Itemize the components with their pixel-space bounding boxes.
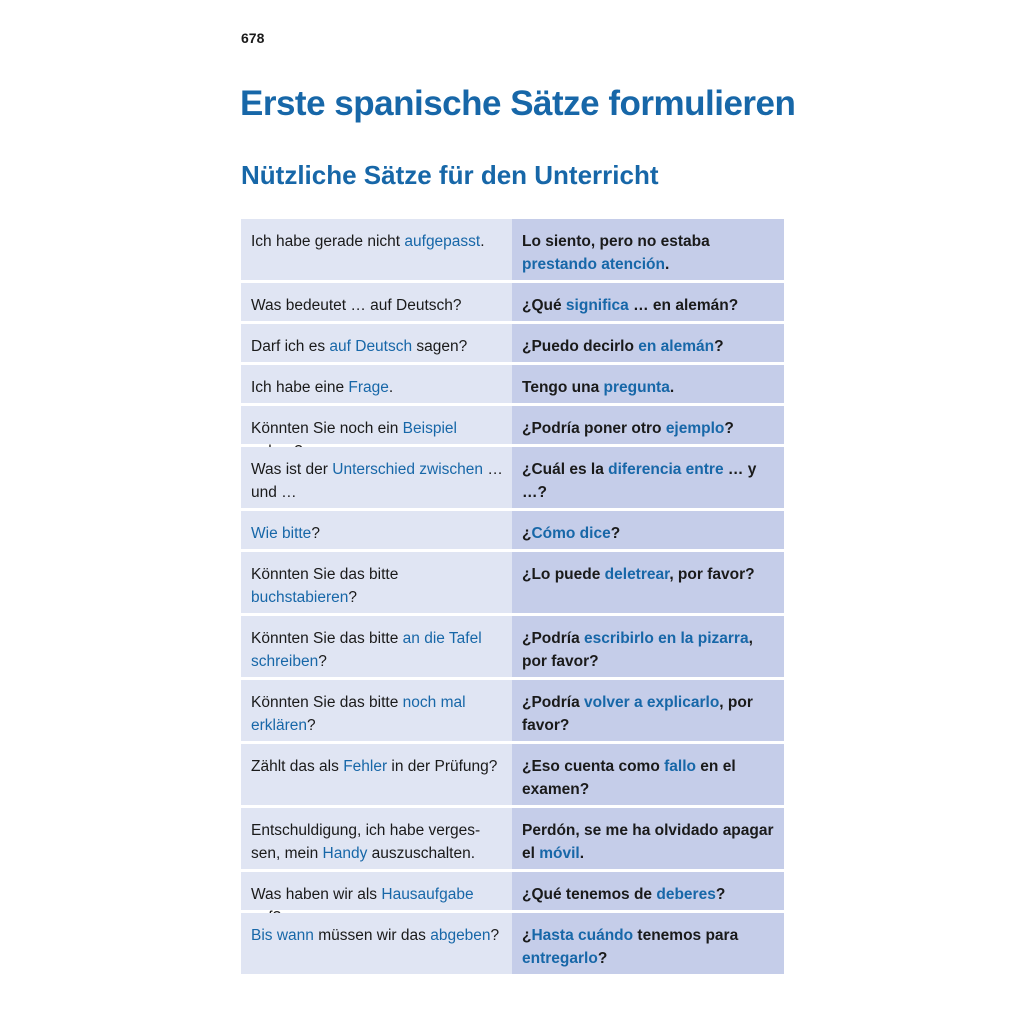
german-phrase bbox=[241, 616, 512, 677]
phrase-text: tenemos para bbox=[633, 927, 739, 944]
table-row bbox=[241, 808, 784, 869]
spanish-phrase bbox=[512, 365, 784, 403]
phrase-text: ¿Podría poner otro bbox=[522, 420, 666, 437]
phrase-text: Was haben wir als bbox=[251, 886, 382, 903]
phrase-text: ¿Cuál es la bbox=[522, 461, 609, 478]
table-row bbox=[241, 552, 784, 613]
table-row bbox=[241, 406, 784, 444]
table-row bbox=[241, 680, 784, 741]
spanish-phrase bbox=[512, 616, 784, 677]
highlighted-term: fallo bbox=[664, 758, 696, 775]
highlighted-term: Handy bbox=[322, 845, 368, 862]
phrase-text: Ich habe gerade nicht bbox=[251, 233, 405, 250]
highlighted-term: abgeben bbox=[430, 927, 491, 944]
phrase-text: ? bbox=[715, 886, 726, 903]
highlighted-term: prestando atención bbox=[522, 256, 665, 273]
page-number: 678 bbox=[241, 30, 265, 46]
phrase-text: , por favor? bbox=[669, 566, 755, 583]
highlighted-term: Hausaufgabe bbox=[381, 886, 474, 903]
highlighted-term: entregarlo bbox=[522, 950, 598, 967]
highlighted-term: auf Deutsch bbox=[329, 338, 413, 355]
german-phrase bbox=[241, 324, 512, 362]
phrase-text: ? bbox=[311, 525, 320, 542]
spanish-phrase bbox=[512, 283, 784, 321]
phrase-text: . bbox=[579, 845, 585, 862]
spanish-phrase bbox=[512, 744, 784, 805]
german-phrase bbox=[241, 283, 512, 321]
phrase-text: Könnten Sie das bitte bbox=[251, 566, 399, 583]
highlighted-term: Cómo dice bbox=[531, 525, 611, 542]
table-row bbox=[241, 447, 784, 508]
spanish-phrase bbox=[512, 808, 784, 869]
german-phrase bbox=[241, 744, 512, 805]
phrase-text: ¿Lo puede bbox=[522, 566, 605, 583]
phrase-text: . bbox=[664, 256, 670, 273]
phrase-text: ? bbox=[348, 589, 357, 606]
highlighted-term: an die Tafel schreiben bbox=[251, 630, 482, 670]
phrase-text: Lo siento, pero no estaba bbox=[522, 233, 710, 250]
highlighted-term: deletrear bbox=[604, 566, 670, 583]
highlighted-term: aufgepasst bbox=[404, 233, 481, 250]
phrase-text: ¿Eso cuenta como bbox=[522, 758, 665, 775]
phrase-text: ¿ bbox=[522, 927, 532, 944]
spanish-phrase bbox=[512, 872, 784, 910]
phrase-text: . bbox=[669, 379, 675, 396]
highlighted-term: Beispiel bbox=[402, 420, 457, 437]
phrase-text: , por favor? bbox=[522, 694, 753, 734]
german-phrase bbox=[241, 680, 512, 741]
table-row bbox=[241, 872, 784, 910]
table-row bbox=[241, 365, 784, 403]
phrase-text: . bbox=[480, 233, 485, 250]
phrase-text: Tengo una bbox=[522, 379, 604, 396]
german-phrase bbox=[241, 808, 512, 869]
phrase-text: ¿ bbox=[522, 525, 532, 542]
highlighted-term: en alemán bbox=[638, 338, 715, 355]
german-phrase bbox=[241, 365, 512, 403]
spanish-phrase bbox=[512, 913, 784, 974]
phrase-text: in der Prüfung? bbox=[387, 758, 498, 775]
phrase-text: en el examen? bbox=[522, 758, 736, 798]
phrase-text: Perdón, se me ha olvidado apagar el bbox=[522, 822, 774, 862]
phrase-text: ? bbox=[724, 420, 734, 437]
phrase-text: ¿Puedo decirlo bbox=[522, 338, 639, 355]
phrase-text: ¿Qué bbox=[522, 297, 566, 314]
phrase-text: Was ist der bbox=[251, 461, 333, 478]
phrase-text: Könnten Sie das bitte bbox=[251, 694, 403, 711]
page-title: Erste spanische Sätze formulieren bbox=[240, 84, 796, 123]
spanish-phrase bbox=[512, 324, 784, 362]
german-phrase bbox=[241, 511, 512, 549]
spanish-phrase bbox=[512, 406, 784, 444]
phrase-text: sagen? bbox=[412, 338, 468, 355]
phrase-text: Könnten Sie das bitte bbox=[251, 630, 403, 647]
phrase-text: … y …? bbox=[522, 461, 757, 501]
spanish-phrase bbox=[512, 552, 784, 613]
spanish-phrase bbox=[512, 680, 784, 741]
phrase-text: Zählt das als bbox=[251, 758, 344, 775]
highlighted-term: móvil bbox=[539, 845, 580, 862]
table-row bbox=[241, 511, 784, 549]
phrase-text: , por favor? bbox=[522, 630, 753, 670]
highlighted-term: ejemplo bbox=[665, 420, 725, 437]
highlighted-term: escribirlo en la pizarra bbox=[584, 630, 749, 647]
phrase-text: Was bedeutet … auf Deutsch? bbox=[251, 297, 462, 314]
highlighted-term: Fehler bbox=[343, 758, 388, 775]
phrase-text: auszuschalten. bbox=[367, 845, 476, 862]
german-phrase bbox=[241, 406, 512, 444]
table-row bbox=[241, 324, 784, 362]
phrase-text: ? bbox=[490, 927, 500, 944]
highlighted-term: significa bbox=[565, 297, 629, 314]
phrase-text: ? bbox=[307, 717, 316, 734]
phrase-text: Ich habe eine bbox=[251, 379, 349, 396]
highlighted-term: deberes bbox=[656, 886, 716, 903]
phrase-text: ? bbox=[597, 950, 608, 967]
spanish-phrase bbox=[512, 219, 784, 280]
phrase-text: ? bbox=[610, 525, 621, 542]
phrase-text: … und … bbox=[251, 461, 503, 501]
phrase-text: ¿Podría bbox=[522, 694, 585, 711]
phrase-text: ¿Podría bbox=[522, 630, 585, 647]
german-phrase bbox=[241, 219, 512, 280]
phrase-text: . bbox=[388, 379, 394, 396]
highlighted-term: Hasta cuándo bbox=[531, 927, 634, 944]
highlighted-term: pregunta bbox=[603, 379, 670, 396]
highlighted-term: volver a explicarlo bbox=[584, 694, 720, 711]
highlighted-term: Bis wann bbox=[251, 927, 314, 944]
section-title: Nützliche Sätze für den Unterricht bbox=[241, 160, 659, 190]
german-phrase bbox=[241, 447, 512, 508]
phrase-text: müssen wir das bbox=[313, 927, 431, 944]
highlighted-term: Frage bbox=[348, 379, 389, 396]
table-row bbox=[241, 616, 784, 677]
phrase-text: ? bbox=[714, 338, 724, 355]
table-row bbox=[241, 283, 784, 321]
table-row bbox=[241, 913, 784, 974]
highlighted-term: Wie bitte bbox=[251, 525, 312, 542]
highlighted-term: Unterschied zwischen bbox=[332, 461, 484, 478]
table-row bbox=[241, 219, 784, 280]
spanish-phrase bbox=[512, 447, 784, 508]
highlighted-term: buchstabieren bbox=[251, 589, 349, 606]
phrase-text: … en alemán? bbox=[628, 297, 739, 314]
highlighted-term: noch mal erklären bbox=[251, 694, 466, 734]
phrase-text: ? bbox=[318, 653, 327, 670]
table-row bbox=[241, 744, 784, 805]
highlighted-term: diferencia entre bbox=[608, 461, 724, 478]
spanish-phrase bbox=[512, 511, 784, 549]
phrase-table bbox=[241, 219, 784, 974]
phrase-text: Darf ich es bbox=[251, 338, 330, 355]
german-phrase bbox=[241, 913, 512, 974]
phrase-text: Entschuldigung, ich habe verges-sen, mein bbox=[251, 822, 481, 862]
german-phrase bbox=[241, 552, 512, 613]
german-phrase bbox=[241, 872, 512, 910]
phrase-text: ¿Qué tenemos de bbox=[522, 886, 657, 903]
phrase-text: Könnten Sie noch ein bbox=[251, 420, 403, 437]
